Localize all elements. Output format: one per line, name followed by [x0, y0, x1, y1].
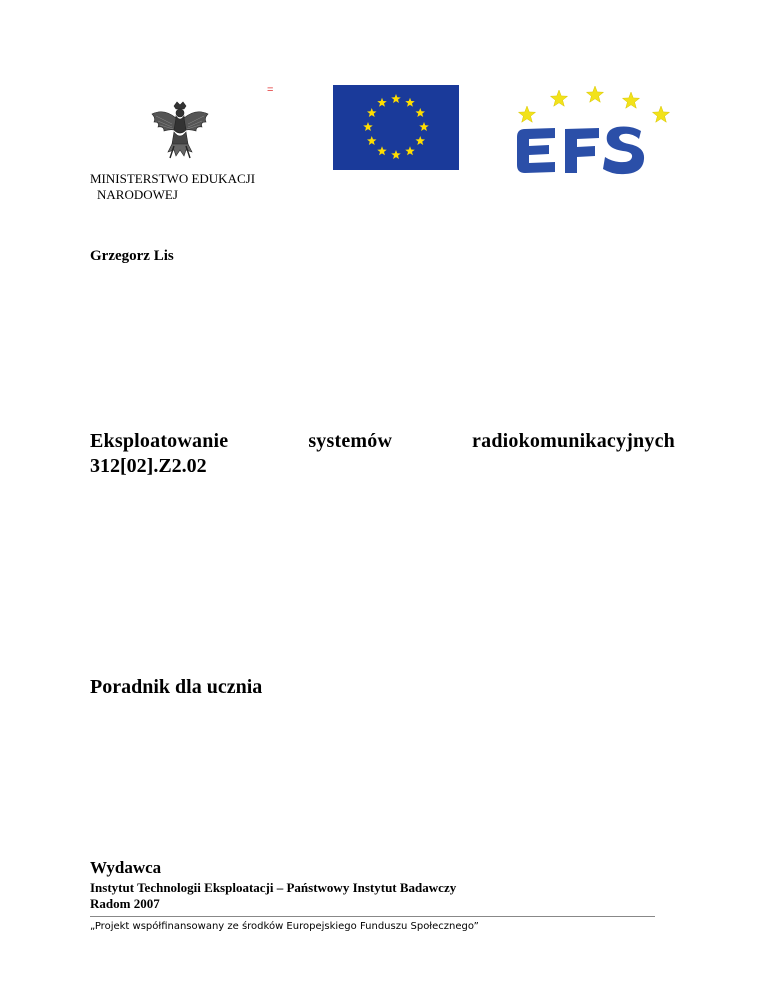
author-name: Grzegorz Lis — [90, 248, 174, 264]
efs-star-icon — [586, 86, 603, 102]
efs-star-icon — [652, 106, 669, 122]
efs-star-icon — [518, 106, 535, 122]
red-mark: = — [267, 84, 274, 96]
publisher-name: Instytut Technologii Eksploatacji – Państwowy Instytut Badawczy — [90, 880, 457, 895]
publisher-city-year: Radom 2007 — [90, 896, 160, 911]
funding-note: „Projekt współfinansowany ze środków Europejskiego Funduszu Społecznego” — [90, 921, 479, 932]
title-word-1: Eksploatowanie — [90, 430, 229, 452]
ministry-name — [90, 171, 255, 203]
title-word-3: radiokomunikacyjnych — [472, 430, 675, 452]
document-subtitle: Poradnik dla ucznia — [90, 676, 263, 698]
title-line-1 — [90, 430, 675, 453]
title-word-2: systemów — [308, 430, 393, 452]
ministry-line-1: MINISTERSTWO EDUKACJI — [90, 171, 256, 186]
module-code: 312[02].Z2.02 — [90, 455, 207, 477]
efs-logo — [511, 85, 675, 187]
ministry-line-2: NARODOWEJ — [97, 187, 178, 202]
eu-flag-icon — [333, 85, 459, 170]
efs-star-icon — [550, 90, 567, 106]
efs-star-icon — [622, 92, 639, 108]
footer-divider — [90, 916, 655, 917]
publisher-label: Wydawca — [90, 858, 162, 877]
polish-eagle-emblem-icon — [148, 100, 212, 164]
